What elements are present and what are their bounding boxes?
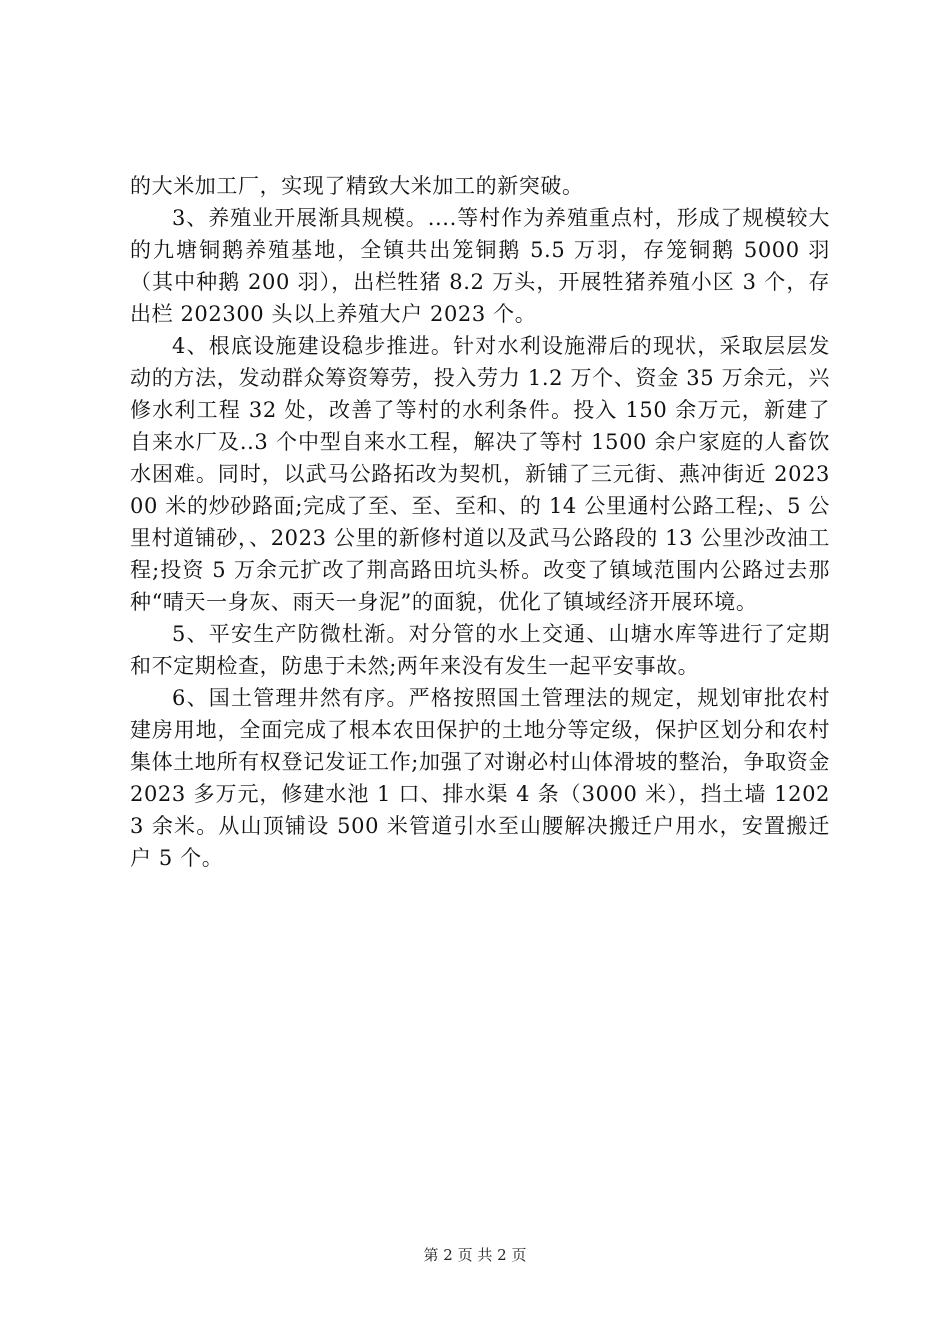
page-number: 第 2 页 共 2 页 <box>423 1246 527 1264</box>
document-body <box>130 170 830 874</box>
paragraph-safety: 5、平安生产防微杜渐。对分管的水上交通、山塘水库等进行了定期和不定期检查，防患于未然;两年来没有发生一起平安事故。 <box>130 622 830 678</box>
page-footer <box>0 1244 950 1265</box>
paragraph-rice-processing: 的大米加工厂，实现了精致大米加工的新突破。 <box>130 174 584 198</box>
paragraph-livestock: 3、养殖业开展渐具规模。....等村作为养殖重点村，形成了规模较大的九塘铜鹅养殖基地，全镇共出笼铜鹅 5.5 万羽，存笼铜鹅 5000 羽（其中种鹅 200 羽），出栏牲猪 8.2 万头，开展牲猪养殖小区 3 个，存出栏 202300 头以上养殖大户 2023 个。 <box>130 206 830 326</box>
paragraph-land-management: 6、国土管理井然有序。严格按照国土管理法的规定，规划审批农村建房用地，全面完成了根本农田保护的土地分等定级，保护区划分和农村集体土地所有权登记发证工作;加强了对谢必村山体滑坡的整治，争取资金 2023 多万元，修建水池 1 口、排水渠 4 条（3000 米），挡土墙 12023 余米。从山顶铺设 500 米管道引水至山腰解决搬迁户用水，安置搬迁户 5 个。 <box>130 686 830 870</box>
paragraph-infrastructure: 4、根底设施建设稳步推进。针对水利设施滞后的现状，采取层层发动的方法，发动群众筹资筹劳，投入劳力 1.2 万个、资金 35 万余元，兴修水利工程 32 处，改善了等村的水利条件。投入 150 余万元，新建了自来水厂及..3 个中型自来水工程，解决了等村 1500 余户家庭的人畜饮水困难。同时，以武马公路拓改为契机，新铺了三元街、燕冲街近 202300 米的炒砂路面;完成了至、至、至和、的 14 公里通村公路工程;、5 公里村道铺砂，、2023 公里的新修村道以及武马公路段的 13 公里沙改油工程;投资 5 万余元扩改了荆高路田坑头桥。改变了镇域范围内公路过去那种“晴天一身灰、雨天一身泥”的面貌，优化了镇域经济开展环境。 <box>130 334 830 614</box>
